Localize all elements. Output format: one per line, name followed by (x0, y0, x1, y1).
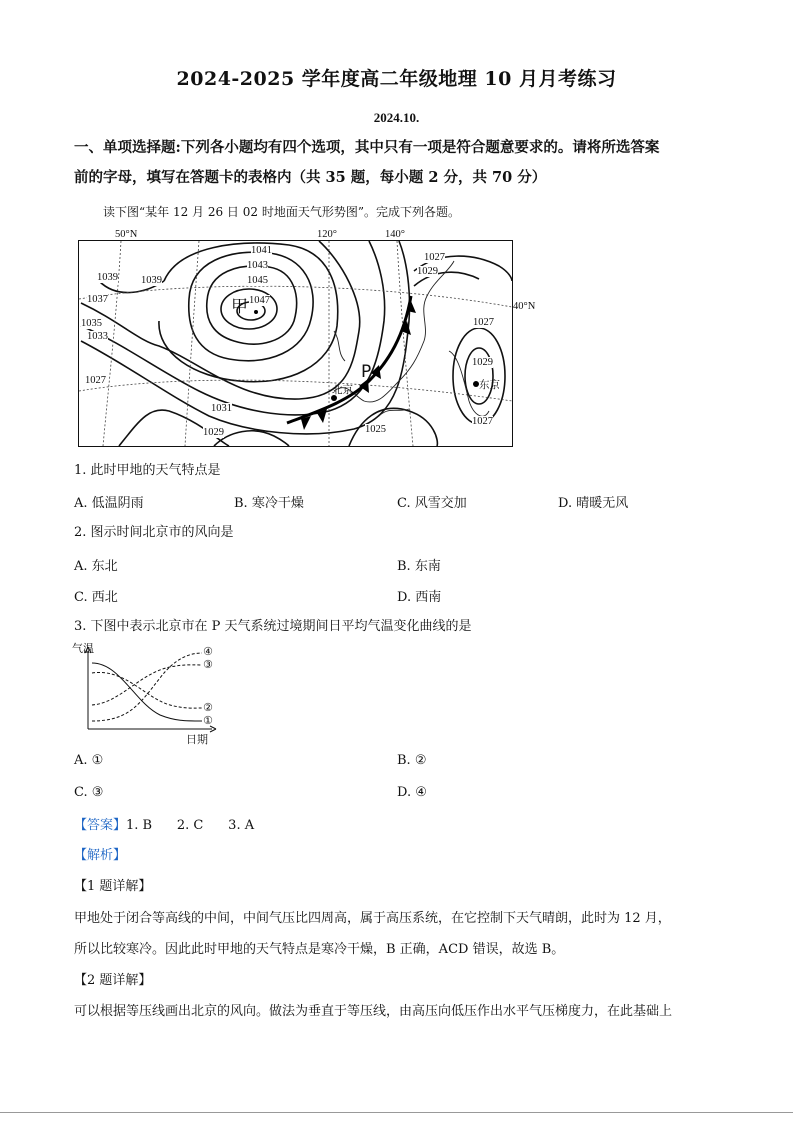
question-number: 2. (74, 525, 87, 540)
page-date: 2024.10. (373, 110, 420, 125)
label-p: P (361, 362, 372, 382)
cold-front-line (287, 296, 411, 423)
question-number: 1. (74, 463, 87, 478)
isobar-label: 1027 (472, 416, 493, 427)
section-heading-line2: 前的字母，填写在答题卡的表格内（共 35 题，每小题 2 分，共 70 分） (74, 169, 547, 186)
isobar-1025 (349, 408, 437, 446)
answer-line (74, 817, 254, 835)
isobar-label: 1029 (472, 357, 493, 368)
coastline-1 (334, 261, 454, 402)
jia-dot (254, 310, 258, 314)
isobar-label: 1039 (141, 275, 162, 286)
y-axis-label: 气温 (72, 642, 94, 655)
meridian-140 (397, 241, 413, 446)
isobar-label: 1027 (473, 317, 494, 328)
curve-3 (92, 665, 202, 705)
q3-option-c[interactable]: C. ③ (74, 785, 104, 800)
q2-option-a[interactable]: A. 东北 (74, 559, 118, 574)
isobar-1033 (81, 241, 410, 434)
isobar-label: 1045 (247, 275, 268, 286)
q1-detail-line1: 甲地处于闭合等高线的中间，中间气压比四周高，属于高压系统，在它控制下天气晴朗，此时为 12 月， (74, 911, 671, 926)
label-tokyo: 东京 (479, 379, 500, 391)
q3-option-b[interactable]: B. ② (397, 753, 427, 768)
curve-label-1: ① (203, 714, 213, 727)
isobar-label: 1031 (211, 403, 232, 414)
q2-option-b[interactable]: B. 东南 (397, 559, 441, 574)
isobar-label: 1027 (85, 375, 106, 386)
isobar-japan-1 (453, 328, 505, 424)
section-heading-line1: 一、单项选择题:下列各小题均有四个选项，其中只有一项是符合题意要求的。请将所选答案 (74, 139, 660, 156)
q2-detail-title: 【2 题详解】 (74, 973, 152, 988)
label-jia: 甲 (231, 297, 248, 317)
answer-tag: 【答案】 (74, 818, 127, 833)
label-50n: 50°N (115, 229, 138, 240)
isobar-label: 1033 (87, 331, 108, 342)
label-120: 120° (317, 229, 337, 240)
label-40n: 40°N (513, 301, 536, 312)
q1-detail-title: 【1 题详解】 (74, 879, 152, 894)
q3-option-d[interactable]: D. ④ (397, 785, 427, 800)
isobar-label: 1029 (417, 266, 438, 277)
isobar-label: 1037 (87, 294, 108, 305)
question-2 (74, 524, 234, 542)
q1-option-b[interactable]: B. 寒冷干燥 (234, 496, 304, 511)
page-title: 2024-2025 学年度高二年级地理 10 月月考练习 (176, 68, 617, 90)
label-140: 140° (385, 229, 405, 240)
question-text: 此时甲地的天气特点是 (90, 463, 221, 478)
q1-option-d[interactable]: D. 晴暖无风 (558, 496, 629, 511)
question-text: 下图中表示北京市在 P 天气系统过境期间日平均气温变化曲线的是 (90, 619, 472, 634)
isobar-label: 1027 (424, 252, 445, 263)
q2-option-d[interactable]: D. 西南 (397, 590, 442, 605)
map-intro: 读下图“某年 12 月 26 日 02 时地面天气形势图”。完成下列各题。 (103, 205, 460, 219)
curve-2 (92, 672, 202, 708)
curve-label-3: ③ (203, 658, 213, 671)
question-3 (74, 618, 472, 636)
curve-label-2: ② (203, 701, 213, 714)
isobar-label: 1041 (251, 245, 272, 256)
weather-map (78, 229, 513, 447)
q1-detail-line2: 所以比较寒冷。因此此时甲地的天气特点是寒冷干燥，B 正确，ACD 错误，故选 B。 (74, 942, 565, 957)
isobar-1037 (81, 241, 360, 399)
parallel-40 (79, 380, 512, 401)
temperature-chart (70, 643, 220, 745)
answer-items: 1. B 2. C 3. A (126, 818, 255, 833)
isobar-label: 1039 (97, 272, 118, 283)
q2-option-c[interactable]: C. 西北 (74, 590, 118, 605)
x-axis-label: 日期 (186, 733, 208, 746)
meridian-2 (185, 241, 199, 446)
q3-option-a[interactable]: A. ① (74, 753, 104, 768)
question-1 (74, 462, 221, 480)
q1-option-a[interactable]: A. 低温阴雨 (74, 496, 144, 511)
question-number: 3. (74, 619, 87, 634)
isobar-label: 1047 (249, 295, 270, 306)
q2-detail-line1: 可以根据等压线画出北京的风向。做法为垂直于等压线，由高压向低压作出水平气压梯度力，在此基础上 (74, 1004, 673, 1019)
isobar-label: 1043 (247, 260, 268, 271)
page-bottom-divider (0, 1112, 793, 1113)
curve-1 (92, 663, 202, 721)
q1-option-c[interactable]: C. 风雪交加 (397, 496, 467, 511)
label-beijing: 北京 (332, 384, 353, 396)
isobar-label: 1025 (365, 424, 386, 435)
weather-map-drawing (79, 241, 512, 446)
isobar-label: 1035 (81, 318, 102, 329)
analysis-tag: 【解析】 (74, 848, 127, 863)
curve-4 (92, 653, 202, 721)
temperature-chart-drawing (70, 643, 220, 745)
isobar-label: 1029 (203, 427, 224, 438)
curve-label-4: ④ (203, 645, 213, 658)
question-text: 图示时间北京市的风向是 (90, 525, 234, 540)
